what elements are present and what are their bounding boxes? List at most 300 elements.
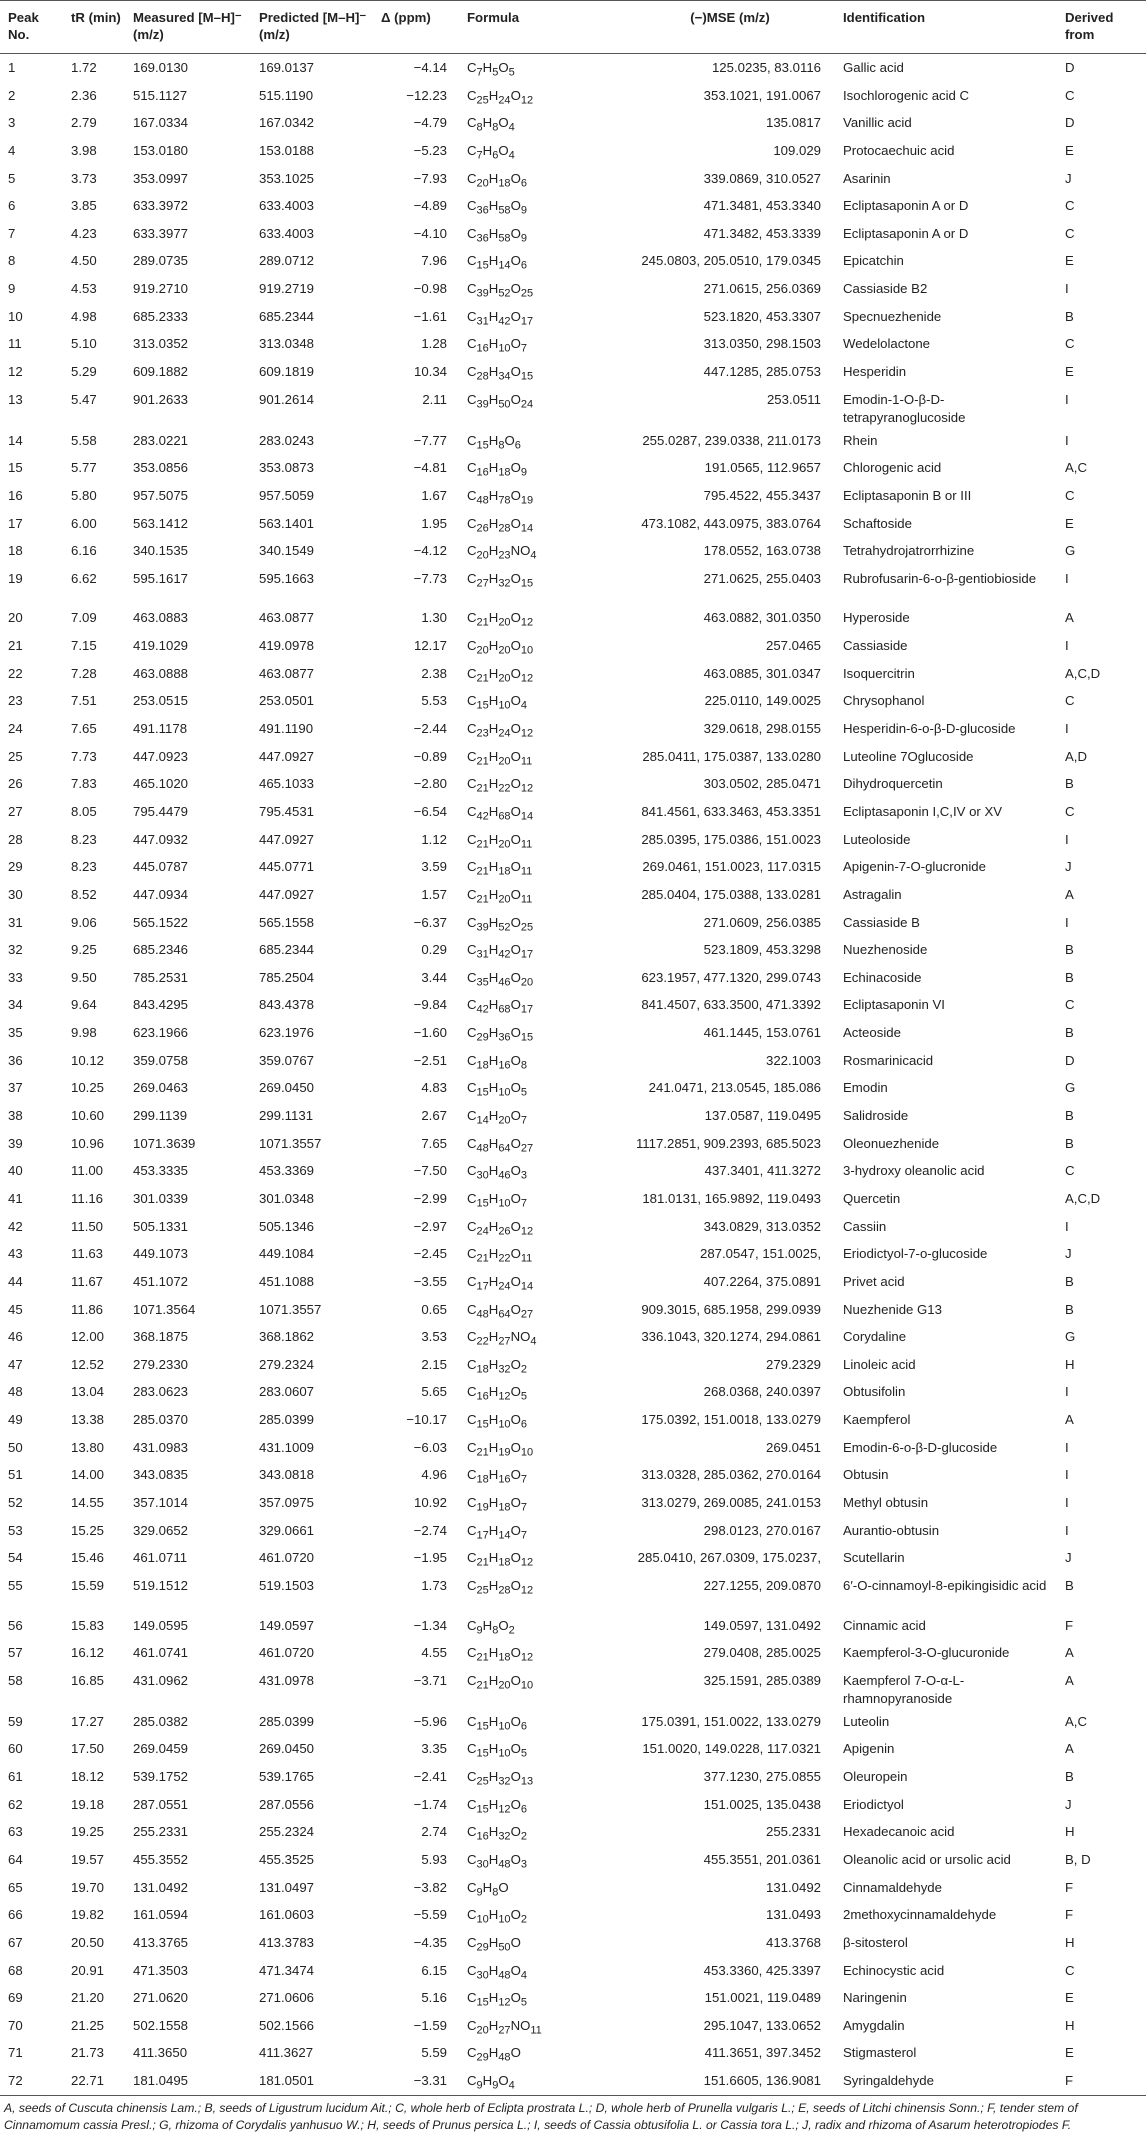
cell-ms-fragments: 135.0817	[765, 115, 821, 131]
cell-identification: Ecliptasaponin VI	[843, 997, 945, 1013]
cell-formula: $C_{17}H_{24}O_{14}$	[467, 1273, 534, 1293]
cell-peak-no: 61	[8, 1769, 23, 1785]
cell-identification: Nuezhenoside	[843, 942, 928, 958]
cell-delta-ppm: 2.15	[421, 1356, 447, 1372]
cell-measured-mz: 461.0711	[133, 1550, 188, 1566]
cell-predicted-mz: 515.1190	[259, 87, 314, 103]
cell-ms-fragments: 295.1047, 133.0652	[703, 2017, 821, 2033]
cell-predicted-mz: 285.0399	[259, 1713, 315, 1729]
cell-measured-mz: 283.0221	[133, 432, 189, 448]
cell-formula: $C_{39}H_{52}O_{25}$	[467, 914, 534, 934]
cell-measured-mz: 149.0595	[133, 1617, 189, 1633]
cell-identification: Methyl obtusin	[843, 1494, 929, 1510]
table-row	[0, 1818, 1146, 1846]
cell-ms-fragments: 279.2329	[765, 1356, 821, 1372]
table-row	[0, 1489, 1146, 1517]
cell-predicted-mz: 461.0720	[259, 1550, 315, 1566]
table-row	[0, 247, 1146, 275]
cell-peak-no: 30	[8, 886, 23, 902]
cell-derived-from: B	[1065, 1273, 1074, 1289]
cell-ms-fragments: 795.4522, 455.3437	[703, 487, 821, 503]
cell-derived-from: A,C	[1065, 460, 1087, 476]
cell-peak-no: 47	[8, 1356, 23, 1372]
table-row	[0, 853, 1146, 881]
cell-identification: Quercetin	[843, 1190, 901, 1206]
cell-predicted-mz: 161.0603	[259, 1907, 315, 1923]
cell-peak-no: 35	[8, 1025, 23, 1041]
cell-predicted-mz: 685.2344	[259, 308, 315, 324]
cell-peak-no: 71	[8, 2045, 23, 2061]
cell-peak-no: 20	[8, 610, 23, 626]
cell-retention-time: 4.23	[71, 225, 97, 241]
cell-formula: $C_{21}H_{22}O_{12}$	[467, 776, 534, 795]
cell-predicted-mz: 253.0501	[259, 693, 315, 709]
cell-peak-no: 55	[8, 1577, 23, 1593]
cell-retention-time: 7.15	[71, 638, 97, 654]
cell-predicted-mz: 957.5059	[259, 487, 315, 503]
cell-ms-fragments: 313.0279, 269.0085, 241.0153	[641, 1494, 821, 1510]
cell-formula: $C_{39}H_{50}O_{24}$	[467, 391, 534, 411]
cell-formula: $C_{21}H_{20}O_{12}$	[467, 665, 534, 685]
table-row	[0, 1667, 1146, 1708]
cell-measured-mz: 368.1875	[133, 1329, 189, 1345]
cell-measured-mz: 463.0888	[133, 665, 189, 681]
cell-derived-from: J	[1065, 1796, 1072, 1812]
cell-measured-mz: 1071.3639	[133, 1135, 196, 1151]
cell-derived-from: I	[1065, 914, 1069, 930]
cell-formula: $C_{18}H_{32}O_2$	[467, 1356, 527, 1376]
cell-measured-mz: 843.4295	[133, 997, 189, 1013]
cell-derived-from: B	[1065, 776, 1074, 792]
cell-measured-mz: 353.0997	[133, 170, 189, 186]
cell-derived-from: B	[1065, 1769, 1074, 1785]
cell-peak-no: 9	[8, 281, 16, 297]
cell-derived-from: C	[1065, 997, 1075, 1013]
header-measured: Measured [M–H]⁻ (m/z)	[129, 1, 255, 54]
cell-predicted-mz: 1071.3557	[259, 1301, 322, 1317]
cell-formula: $C_{39}H_{52}O_{25}$	[467, 281, 534, 300]
cell-peak-no: 52	[8, 1494, 23, 1510]
cell-identification: Hesperidin	[843, 364, 907, 380]
cell-measured-mz: 515.1127	[133, 87, 188, 103]
cell-formula: $C_{20}H_{18}O_6$	[467, 170, 527, 190]
cell-identification: Dihydroquercetin	[843, 776, 943, 792]
cell-retention-time: 5.58	[71, 432, 97, 448]
cell-retention-time: 3.98	[71, 142, 97, 158]
cell-measured-mz: 447.0932	[133, 831, 189, 847]
table-row	[0, 1984, 1146, 2012]
cell-formula: $C_{15}H_{12}O_6$	[467, 1796, 527, 1816]
header-identification: Identification	[839, 1, 1061, 54]
cell-predicted-mz: 633.4003	[259, 198, 315, 214]
cell-identification: Ecliptasaponin I,C,IV or XV	[843, 803, 1003, 819]
cell-derived-from: C	[1065, 693, 1075, 709]
cell-delta-ppm: −9.84	[413, 997, 447, 1013]
cell-derived-from: F	[1065, 1907, 1074, 1923]
cell-identification: Emodin-6-o-β-D-glucoside	[843, 1439, 998, 1455]
cell-retention-time: 19.57	[71, 1851, 105, 1867]
cell-formula: $C_{29}H_{50}O$	[467, 1934, 521, 1954]
cell-identification: Hesperidin-6-o-β-D-glucoside	[843, 721, 1016, 737]
table-row	[0, 1572, 1146, 1612]
cell-derived-from: E	[1065, 515, 1074, 531]
cell-identification: Gallic acid	[843, 60, 904, 75]
table-row	[0, 2067, 1146, 2095]
cell-retention-time: 2.79	[71, 115, 97, 131]
table-row	[0, 1351, 1146, 1379]
cell-retention-time: 10.25	[71, 1080, 105, 1096]
cell-delta-ppm: −4.14	[413, 60, 447, 75]
table-row	[0, 1517, 1146, 1545]
cell-peak-no: 66	[8, 1907, 23, 1923]
cell-measured-mz: 563.1412	[133, 515, 189, 531]
cell-delta-ppm: −2.80	[413, 776, 447, 792]
cell-identification: Luteoline 7Oglucoside	[843, 748, 974, 764]
cell-peak-no: 3	[8, 115, 16, 131]
cell-measured-mz: 131.0492	[133, 1879, 189, 1895]
cell-formula: $C_8H_8O_4$	[467, 115, 515, 134]
cell-retention-time: 11.16	[71, 1190, 104, 1206]
cell-retention-time: 2.36	[71, 87, 97, 103]
cell-ms-fragments: 523.1809, 453.3298	[703, 942, 821, 958]
cell-predicted-mz: 359.0767	[259, 1052, 315, 1068]
cell-formula: $C_{29}H_{36}O_{15}$	[467, 1025, 534, 1044]
cell-predicted-mz: 329.0661	[259, 1522, 315, 1538]
cell-ms-fragments: 298.0123, 270.0167	[703, 1522, 821, 1538]
cell-derived-from: G	[1065, 1080, 1076, 1096]
cell-delta-ppm: 2.11	[422, 391, 447, 407]
cell-predicted-mz: 461.0720	[259, 1645, 315, 1661]
cell-formula: $C_{16}H_{32}O_2$	[467, 1824, 527, 1843]
cell-predicted-mz: 271.0606	[259, 1990, 315, 2006]
table-row	[0, 743, 1146, 771]
cell-formula: $C_{21}H_{20}O_{11}$	[467, 748, 533, 768]
cell-peak-no: 43	[8, 1246, 23, 1262]
cell-predicted-mz: 299.1131	[259, 1108, 314, 1124]
cell-delta-ppm: −1.60	[413, 1025, 447, 1041]
cell-derived-from: B	[1065, 1301, 1074, 1317]
table-row	[0, 482, 1146, 510]
cell-measured-mz: 461.0741	[133, 1645, 189, 1661]
cell-delta-ppm: −6.37	[413, 914, 447, 930]
table-row	[0, 358, 1146, 386]
cell-retention-time: 5.29	[71, 364, 97, 380]
cell-identification: Tetrahydrojatrorrhizine	[843, 543, 975, 559]
cell-predicted-mz: 449.1084	[259, 1246, 315, 1262]
cell-formula: $C_{15}H_{10}O_5$	[467, 1080, 527, 1100]
cell-derived-from: F	[1065, 1879, 1074, 1895]
cell-identification: Emodin-1-O-β-D-tetrapyranoglucoside	[843, 391, 966, 425]
cell-retention-time: 12.52	[71, 1356, 105, 1372]
table-row	[0, 1185, 1146, 1213]
cell-formula: $C_{19}H_{18}O_7$	[467, 1494, 527, 1514]
cell-identification: Ecliptasaponin B or III	[843, 487, 972, 503]
cell-predicted-mz: 623.1976	[259, 1025, 315, 1041]
cell-measured-mz: 287.0551	[133, 1796, 189, 1812]
cell-measured-mz: 505.1331	[133, 1218, 189, 1234]
cell-delta-ppm: −2.74	[413, 1522, 447, 1538]
cell-predicted-mz: 633.4003	[259, 225, 315, 241]
cell-peak-no: 41	[8, 1190, 23, 1206]
table-row	[0, 1544, 1146, 1572]
cell-identification: 3-hydroxy oleanolic acid	[843, 1163, 985, 1179]
cell-identification: Apigenin	[843, 1741, 895, 1757]
cell-predicted-mz: 269.0450	[259, 1741, 315, 1757]
cell-formula: $C_{30}H_{46}O_3$	[467, 1163, 527, 1182]
cell-retention-time: 11.50	[71, 1218, 104, 1234]
cell-identification: Obtusin	[843, 1467, 889, 1483]
cell-identification: Isoquercitrin	[843, 665, 915, 681]
table-row	[0, 826, 1146, 854]
cell-ms-fragments: 841.4561, 633.3463, 453.3351	[641, 803, 821, 819]
table-row	[0, 964, 1146, 992]
cell-derived-from: A,C,D	[1065, 665, 1101, 681]
cell-measured-mz: 289.0735	[133, 253, 189, 269]
table-row	[0, 687, 1146, 715]
cell-delta-ppm: 10.34	[413, 364, 447, 380]
cell-ms-fragments: 447.1285, 285.0753	[703, 364, 821, 380]
cell-formula: $C_{21}H_{22}O_{11}$	[467, 1246, 533, 1265]
cell-identification: Rubrofusarin-6-o-β-gentiobioside	[843, 570, 1037, 586]
table-row	[0, 137, 1146, 165]
cell-retention-time: 9.06	[71, 914, 97, 930]
cell-retention-time: 15.46	[71, 1550, 105, 1566]
cell-retention-time: 21.20	[71, 1990, 105, 2006]
cell-peak-no: 42	[8, 1218, 23, 1234]
cell-ms-fragments: 407.2264, 375.0891	[703, 1273, 821, 1289]
cell-peak-no: 53	[8, 1522, 23, 1538]
cell-formula: $C_{26}H_{28}O_{14}$	[467, 515, 534, 535]
cell-derived-from: B	[1065, 942, 1074, 958]
cell-predicted-mz: 465.1033	[259, 776, 315, 792]
table-row	[0, 1846, 1146, 1874]
cell-formula: $C_9H_8O_2$	[467, 1617, 515, 1637]
cell-measured-mz: 161.0594	[133, 1907, 189, 1923]
cell-retention-time: 20.91	[71, 1962, 105, 1978]
cell-derived-from: C	[1065, 1163, 1075, 1179]
table-row	[0, 1434, 1146, 1462]
cell-identification: Naringenin	[843, 1990, 907, 2006]
cell-measured-mz: 623.1966	[133, 1025, 189, 1041]
cell-delta-ppm: −0.98	[413, 281, 447, 297]
cell-delta-ppm: −2.51	[413, 1052, 447, 1068]
cell-peak-no: 64	[8, 1851, 23, 1867]
cell-derived-from: C	[1065, 803, 1075, 819]
cell-measured-mz: 181.0495	[129, 2067, 255, 2095]
cell-identification: Privet acid	[843, 1273, 905, 1289]
cell-formula: $C_{23}H_{24}O_{12}$	[467, 721, 534, 740]
cell-peak-no: 36	[8, 1052, 23, 1068]
cell-measured-mz: 413.3765	[133, 1934, 189, 1950]
cell-predicted-mz: 287.0556	[259, 1796, 315, 1812]
table-row	[0, 192, 1146, 220]
cell-delta-ppm: 12.17	[413, 638, 447, 654]
cell-identification: Oleanolic acid or ursolic acid	[843, 1851, 1011, 1867]
cell-peak-no: 2	[8, 87, 16, 103]
cell-delta-ppm: 5.59	[421, 2045, 447, 2061]
cell-ms-fragments: 279.0408, 285.0025	[703, 1645, 821, 1661]
cell-identification: Cassiaside B	[843, 914, 920, 930]
cell-identification: β-sitosterol	[843, 1934, 908, 1950]
cell-peak-no: 72	[0, 2067, 67, 2095]
cell-ms-fragments: 471.3482, 453.3339	[703, 225, 821, 241]
cell-delta-ppm: 5.16	[421, 1990, 447, 2006]
cell-ms-fragments: 285.0395, 175.0386, 151.0023	[641, 831, 821, 847]
cell-delta-ppm: 0.65	[421, 1301, 447, 1317]
cell-retention-time: 7.28	[71, 665, 97, 681]
cell-derived-from: A	[1065, 1645, 1074, 1661]
cell-peak-no: 49	[8, 1412, 23, 1428]
cell-predicted-mz: 167.0342	[259, 115, 315, 131]
cell-measured-mz: 359.0758	[133, 1052, 189, 1068]
cell-predicted-mz: 357.0975	[259, 1494, 315, 1510]
cell-identification: Kaempferol 7-O-α-L-rhamnopyranoside	[843, 1672, 965, 1706]
table-row	[0, 510, 1146, 538]
cell-retention-time: 19.25	[71, 1824, 105, 1840]
cell-delta-ppm: 3.44	[421, 969, 447, 985]
table-row	[0, 82, 1146, 110]
cell-measured-mz: 785.2531	[133, 969, 189, 985]
cell-peak-no: 23	[8, 693, 23, 709]
cell-ms-fragments: 271.0615, 256.0369	[703, 281, 821, 297]
table-row	[0, 1735, 1146, 1763]
cell-retention-time: 15.25	[71, 1522, 105, 1538]
table-row	[0, 660, 1146, 688]
cell-measured-mz: 169.0130	[133, 60, 189, 75]
cell-formula: $C_{21}H_{18}O_{12}$	[467, 1550, 534, 1569]
cell-peak-no: 15	[8, 460, 23, 476]
cell-retention-time: 11.67	[71, 1273, 104, 1289]
cell-derived-from: J	[1065, 1550, 1072, 1566]
cell-measured-mz: 565.1522	[133, 914, 189, 930]
cell-measured-mz: 445.0787	[133, 859, 189, 875]
cell-retention-time: 4.53	[71, 281, 97, 297]
cell-retention-time: 9.50	[71, 969, 97, 985]
cell-formula: $C_{16}H_{12}O_5$	[467, 1384, 527, 1404]
cell-ms-fragments: 473.1082, 443.0975, 383.0764	[641, 515, 821, 531]
cell-ms-fragments: 463.0882, 301.0350	[703, 610, 821, 626]
cell-formula: $C_{20}H_{23}NO_4$	[467, 543, 537, 562]
cell-ms-fragments: 151.0020, 149.0228, 117.0321	[642, 1741, 821, 1757]
cell-predicted-mz: 255.2324	[259, 1824, 315, 1840]
cell-retention-time: 10.12	[71, 1052, 105, 1068]
cell-identification: Schaftoside	[843, 515, 912, 531]
table-row	[0, 1240, 1146, 1268]
cell-ms-fragments: 241.0471, 213.0545, 185.086	[648, 1080, 821, 1096]
cell-formula: $C_{21}H_{20}O_{10}$	[467, 1672, 534, 1692]
cell-measured-mz: 519.1512	[133, 1577, 189, 1593]
cell-peak-no: 5	[8, 170, 16, 186]
cell-peak-no: 33	[8, 969, 23, 985]
cell-identification: Isochlorogenic acid C	[843, 87, 970, 103]
cell-derived-from: C	[1065, 336, 1075, 352]
cell-derived-from: A,D	[1065, 748, 1087, 764]
cell-ms-fragments: 463.0885, 301.0347	[703, 665, 821, 681]
cell-measured-mz: 919.2710	[133, 281, 189, 297]
cell-predicted-mz: 169.0137	[259, 60, 315, 75]
cell-identification: Apigenin-7-O-glucronide	[843, 859, 986, 875]
cell-derived-from: H	[1065, 1934, 1075, 1950]
cell-measured-mz: 633.3972	[133, 198, 189, 214]
cell-derived-from: E	[1065, 142, 1074, 158]
cell-measured-mz: 153.0180	[133, 142, 189, 158]
cell-retention-time: 6.00	[71, 515, 97, 531]
table-footnote: A, seeds of Cuscuta chinensis Lam.; B, seeds of Ligustrum lucidum Ait.; C, whole herb of Eclipta prostrata L.; D, whole herb of Prunella vulgaris L.; E, seeds of Litchi chinensis Sonn.; F, tender stem of Cinnamomum cassia Presl.; G, rhizoma of Corydalis yanhusuo W.; H, seeds of Prunus persica L.; I, seeds of Cassia obtusifolia L. or Cassia tora L.; J, radix and rhizoma of Asarum heterotropiodes F.	[4, 2100, 1078, 2132]
cell-formula: $C_{21}H_{18}O_{12}$	[467, 1645, 534, 1664]
cell-predicted-mz: 368.1862	[259, 1329, 315, 1345]
cell-formula: $C_{30}H_{48}O_4$	[467, 1962, 527, 1982]
cell-ms-fragments: 109.029	[773, 142, 821, 158]
cell-identification: Oleuropein	[843, 1769, 908, 1785]
cell-derived-from: I	[1065, 638, 1069, 654]
cell-derived-from: I	[1065, 831, 1069, 847]
cell-delta-ppm: 5.93	[421, 1851, 447, 1867]
cell-formula: $C_{22}H_{27}NO_4$	[467, 1329, 537, 1348]
table-row	[0, 1461, 1146, 1489]
cell-ms-fragments: 461.1445, 153.0761	[703, 1025, 821, 1041]
cell-formula: $C_{36}H_{58}O_9$	[467, 198, 527, 217]
cell-peak-no: 32	[8, 942, 23, 958]
cell-delta-ppm: −2.41	[413, 1769, 447, 1785]
cell-derived-from: I	[1065, 1384, 1069, 1400]
cell-formula: $C_{28}H_{34}O_{15}$	[467, 364, 534, 383]
cell-retention-time: 13.38	[71, 1412, 105, 1428]
cell-peak-no: 70	[8, 2017, 23, 2033]
cell-retention-time: 16.12	[71, 1645, 105, 1661]
cell-measured-mz: 957.5075	[133, 487, 189, 503]
cell-retention-time: 10.60	[71, 1108, 105, 1124]
cell-ms-fragments: 271.0625, 255.0403	[703, 570, 821, 586]
cell-retention-time: 1.72	[71, 60, 97, 75]
cell-peak-no: 67	[8, 1934, 23, 1950]
table-row	[0, 1957, 1146, 1985]
table-row	[0, 220, 1146, 248]
cell-ms-fragments: 303.0502, 285.0471	[703, 776, 821, 792]
cell-identification: Astragalin	[843, 886, 902, 902]
cell-peak-no: 38	[8, 1108, 23, 1124]
cell-predicted-mz: 463.0877	[259, 610, 315, 626]
cell-ms-fragments: 257.0465	[765, 638, 821, 654]
cell-measured-mz: 301.0339	[133, 1190, 189, 1206]
cell-delta-ppm: −2.45	[413, 1246, 447, 1262]
table-row	[0, 1019, 1146, 1047]
table-row	[0, 454, 1146, 482]
cell-peak-no: 29	[8, 859, 23, 875]
table-row	[0, 632, 1146, 660]
cell-ms-fragments: 313.0328, 285.0362, 270.0164	[641, 1467, 821, 1483]
cell-derived-from: F	[1065, 1617, 1074, 1633]
cell-predicted-mz: 419.0978	[259, 638, 315, 654]
cell-peak-no: 14	[8, 432, 23, 448]
cell-retention-time: 3.85	[71, 198, 97, 214]
cell-delta-ppm: −3.55	[413, 1273, 447, 1289]
cell-identification: Epicatchin	[843, 253, 904, 269]
cell-peak-no: 46	[8, 1329, 23, 1345]
cell-derived-from: I	[1065, 281, 1069, 297]
cell-derived-from: C	[1065, 225, 1075, 241]
cell-retention-time: 14.55	[71, 1494, 105, 1510]
cell-ms-fragments: 151.0021, 119.0489	[704, 1990, 821, 2006]
cell-predicted-mz: 431.0978	[259, 1672, 315, 1688]
cell-predicted-mz: 563.1401	[259, 515, 315, 531]
cell-delta-ppm: −4.10	[413, 225, 447, 241]
cell-predicted-mz: 447.0927	[259, 831, 315, 847]
cell-derived-from: I	[1065, 391, 1069, 407]
cell-predicted-mz: 413.3783	[259, 1934, 315, 1950]
cell-predicted-mz: 519.1503	[259, 1577, 315, 1593]
cell-formula: $C_{48}H_{64}O_{27}$	[467, 1301, 534, 1321]
cell-peak-no: 11	[8, 336, 22, 352]
